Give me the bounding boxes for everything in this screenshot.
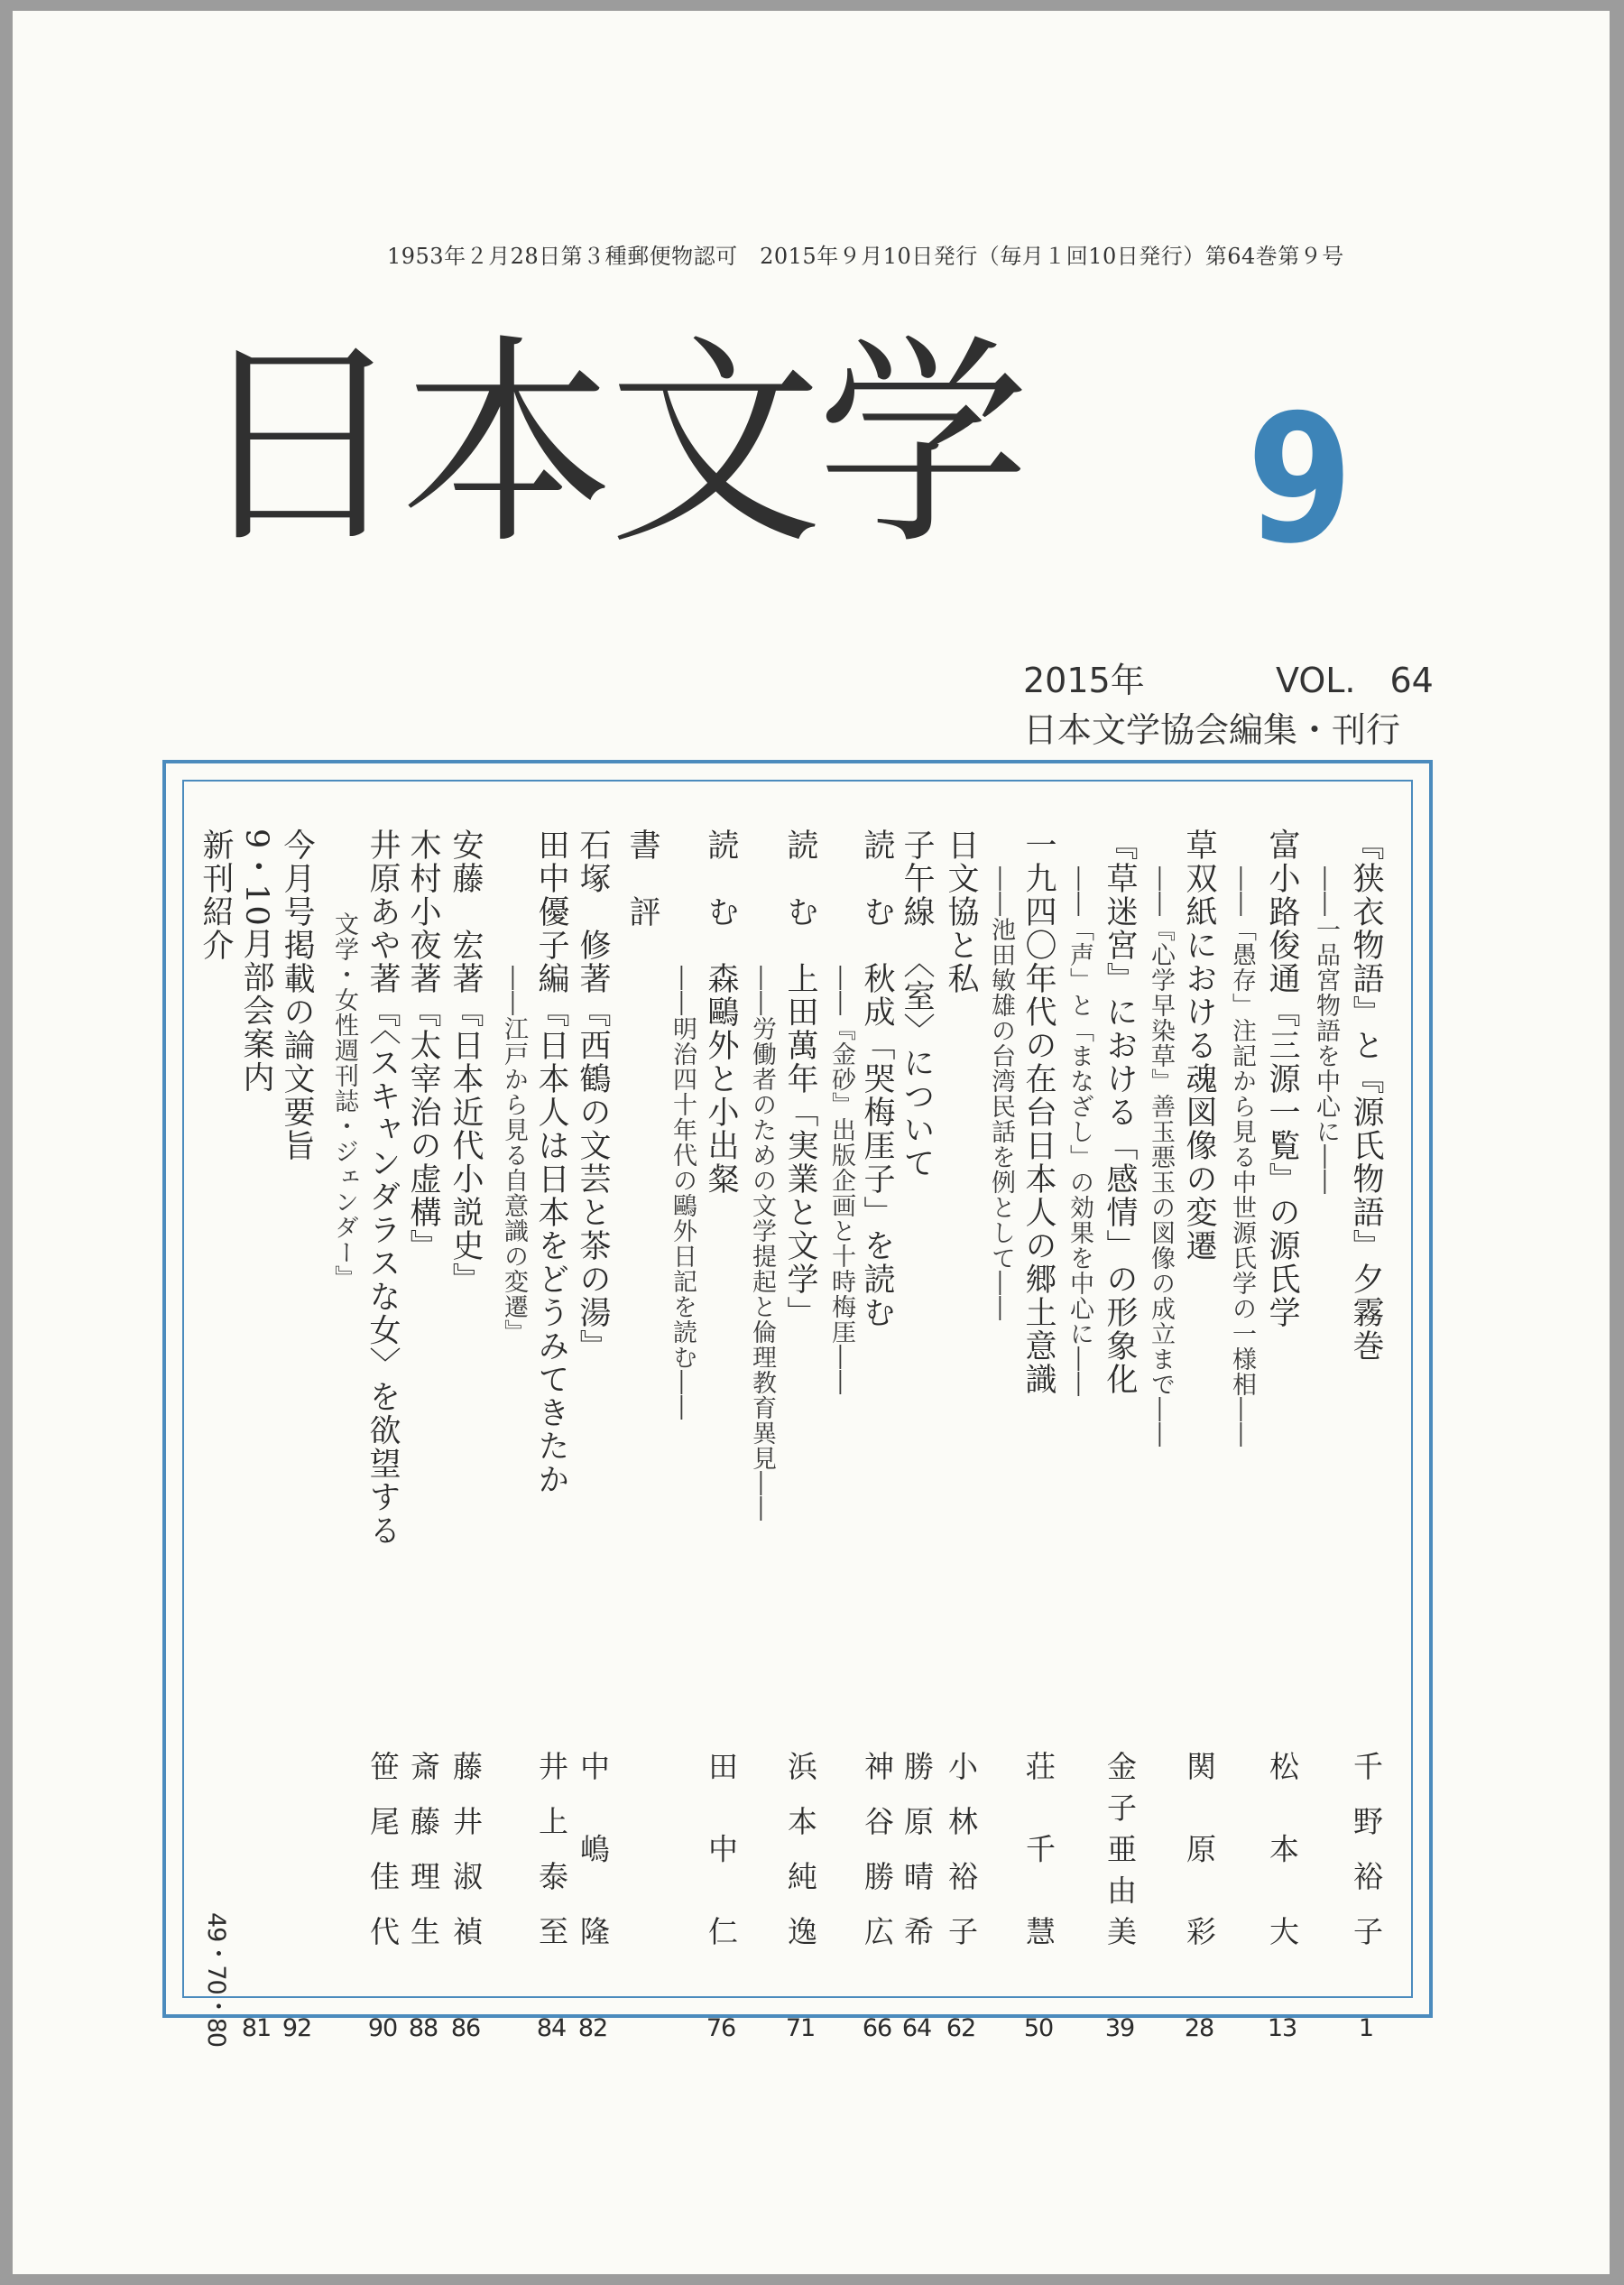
toc-entry-title: 安藤 宏著『日本近代小説史』 <box>448 828 484 1296</box>
toc-entry-page: 28 <box>1184 2014 1214 2042</box>
author-name: 神谷勝広 <box>860 1751 895 1946</box>
toc-entry-subtitle: ――『金砂』出版企画と十時梅厓―― <box>827 966 855 1395</box>
toc-entry-title: 富小路俊通『三源一覧』の源氏学 <box>1264 828 1300 1329</box>
toc-entry-page: 71 <box>785 2014 816 2042</box>
toc-entry-title: 草双紙における魂図像の変遷 <box>1181 828 1217 1263</box>
toc-entry-title: 読 む 秋成「哭梅厓子」を読む <box>859 828 895 1329</box>
toc-entry-subtitle: ――労働者のための文学提起と倫理教育異見―― <box>748 966 776 1522</box>
toc-entry-title: 書 評 <box>624 828 660 929</box>
toc-entry-subtitle: ――江戸から見る自意識の変遷』 <box>500 966 528 1345</box>
toc-entry-author <box>851 1751 903 1946</box>
author-name: 井上泰至 <box>534 1751 569 1946</box>
issue-year: 2015年 <box>1023 661 1145 700</box>
toc-entry-page: 76 <box>706 2014 736 2042</box>
toc-entry-title: 今月号掲載の論文要旨 <box>279 828 315 1162</box>
toc-entry-page: 81 <box>241 2014 272 2042</box>
toc-entry-subtitle: ――一品宮物語を中心に―― <box>1312 866 1340 1195</box>
toc-entry-subtitle: ――明治四十年代の鷗外日記を読む―― <box>669 966 697 1420</box>
toc-entry-author <box>1093 1751 1146 1946</box>
toc-entry-subtitle: ――『心学早染草』善玉悪玉の図像の成立まで―― <box>1147 866 1175 1448</box>
toc-entry-page: 90 <box>367 2014 398 2042</box>
toc-entry-title: 木村小夜著『太宰治の虚構』 <box>405 828 441 1263</box>
editor-line: 日本文学協会編集・刊行 <box>1023 710 1401 750</box>
toc-entry-title: 読 む 上田萬年「実業と文学」 <box>782 828 818 1329</box>
toc-entry-title: 『狭衣物語』と『源氏物語』夕霧巻 <box>1348 828 1384 1363</box>
author-name: 金子亜由美 <box>1103 1751 1138 1946</box>
magazine-title: 日本文学 <box>193 317 1025 575</box>
author-name: 荘千慧 <box>1021 1751 1057 1946</box>
toc-entry-page: 50 <box>1023 2014 1054 2042</box>
author-name: 小林裕子 <box>944 1751 979 1946</box>
toc-entry-author <box>774 1751 826 1946</box>
toc-entry-title: 新刊紹介 <box>198 828 234 962</box>
toc-entry-page: 88 <box>408 2014 438 2042</box>
toc-entry-page: 49・70・80 <box>202 1911 230 2047</box>
toc-entry-title: 読 む 森鷗外と小出粲 <box>703 828 739 1196</box>
toc-entry-author <box>525 1751 577 1946</box>
toc-entry-author <box>1173 1751 1225 1946</box>
toc-entry-page: 39 <box>1104 2014 1135 2042</box>
volume-number: VOL. 64 <box>1276 661 1434 700</box>
author-name: 千野裕子 <box>1349 1751 1384 1946</box>
author-name: 田中仁 <box>704 1751 739 1946</box>
author-name: 浜本純逸 <box>783 1751 818 1946</box>
toc-entry-page: 86 <box>450 2014 481 2042</box>
toc-entry-title: 田中優子編『日本人は日本をどうみてきたか <box>533 828 569 1496</box>
toc-entry-title: 石塚 修著『西鶴の文芸と茶の湯』 <box>575 828 611 1363</box>
toc-entry-title: 9・10月部会案内 <box>238 828 274 1095</box>
toc-entry-author <box>1012 1751 1065 1946</box>
toc-entry-title: 子午線 〈室〉について <box>899 828 935 1180</box>
toc-entry-page: 64 <box>901 2014 932 2042</box>
toc-entry-page: 62 <box>946 2014 976 2042</box>
toc-entry-title: 井原あや著『〈スキャンダラスな女〉を欲望する <box>364 828 401 1548</box>
toc-entry-subtitle: ――池田敏雄の台湾民話を例として―― <box>987 866 1015 1321</box>
toc-entry-page: 66 <box>862 2014 892 2042</box>
toc-entry-title: 一九四〇年代の在台日本人の郷土意識 <box>1020 828 1057 1396</box>
author-name: 松本大 <box>1265 1751 1300 1946</box>
toc-entry-author <box>1256 1751 1308 1946</box>
author-name: 斎藤理生 <box>406 1751 441 1946</box>
author-name: 藤井淑禎 <box>448 1751 484 1946</box>
toc-entry-page: 92 <box>281 2014 312 2042</box>
author-name: 中嶋隆 <box>576 1751 611 1946</box>
toc-entry-page: 1 <box>1358 2014 1374 2042</box>
toc-entry-title: 日文協と私 <box>943 828 979 995</box>
author-name: 笹尾佳代 <box>365 1751 401 1946</box>
author-name: 関原彩 <box>1182 1751 1217 1946</box>
postal-notice: 1953年２月28日第３種郵便物認可 2015年９月10日発行（毎月１回10日発行）第64巻第９号 <box>387 244 1344 269</box>
toc-entry-page: 13 <box>1267 2014 1297 2042</box>
toc-entry-page: 82 <box>577 2014 608 2042</box>
toc-entry-author <box>1340 1751 1392 1946</box>
toc-entry-author <box>695 1751 747 1946</box>
toc-entry-author <box>356 1751 409 1946</box>
author-name: 勝原晴希 <box>900 1751 935 1946</box>
toc-entry-title: 『草迷宮』における「感情」の形象化 <box>1102 828 1138 1396</box>
toc-entry-subtitle: 文学・女性週刊誌・ジェンダー』 <box>330 911 358 1291</box>
toc-entry-subtitle: ――「声」と「まなざし」の効果を中心に―― <box>1066 866 1093 1397</box>
toc-entry-subtitle: ――「愚存」注記から見る中世源氏学の一様相―― <box>1228 866 1256 1448</box>
toc-entry-page: 84 <box>536 2014 567 2042</box>
issue-number: 9 <box>1247 377 1353 583</box>
